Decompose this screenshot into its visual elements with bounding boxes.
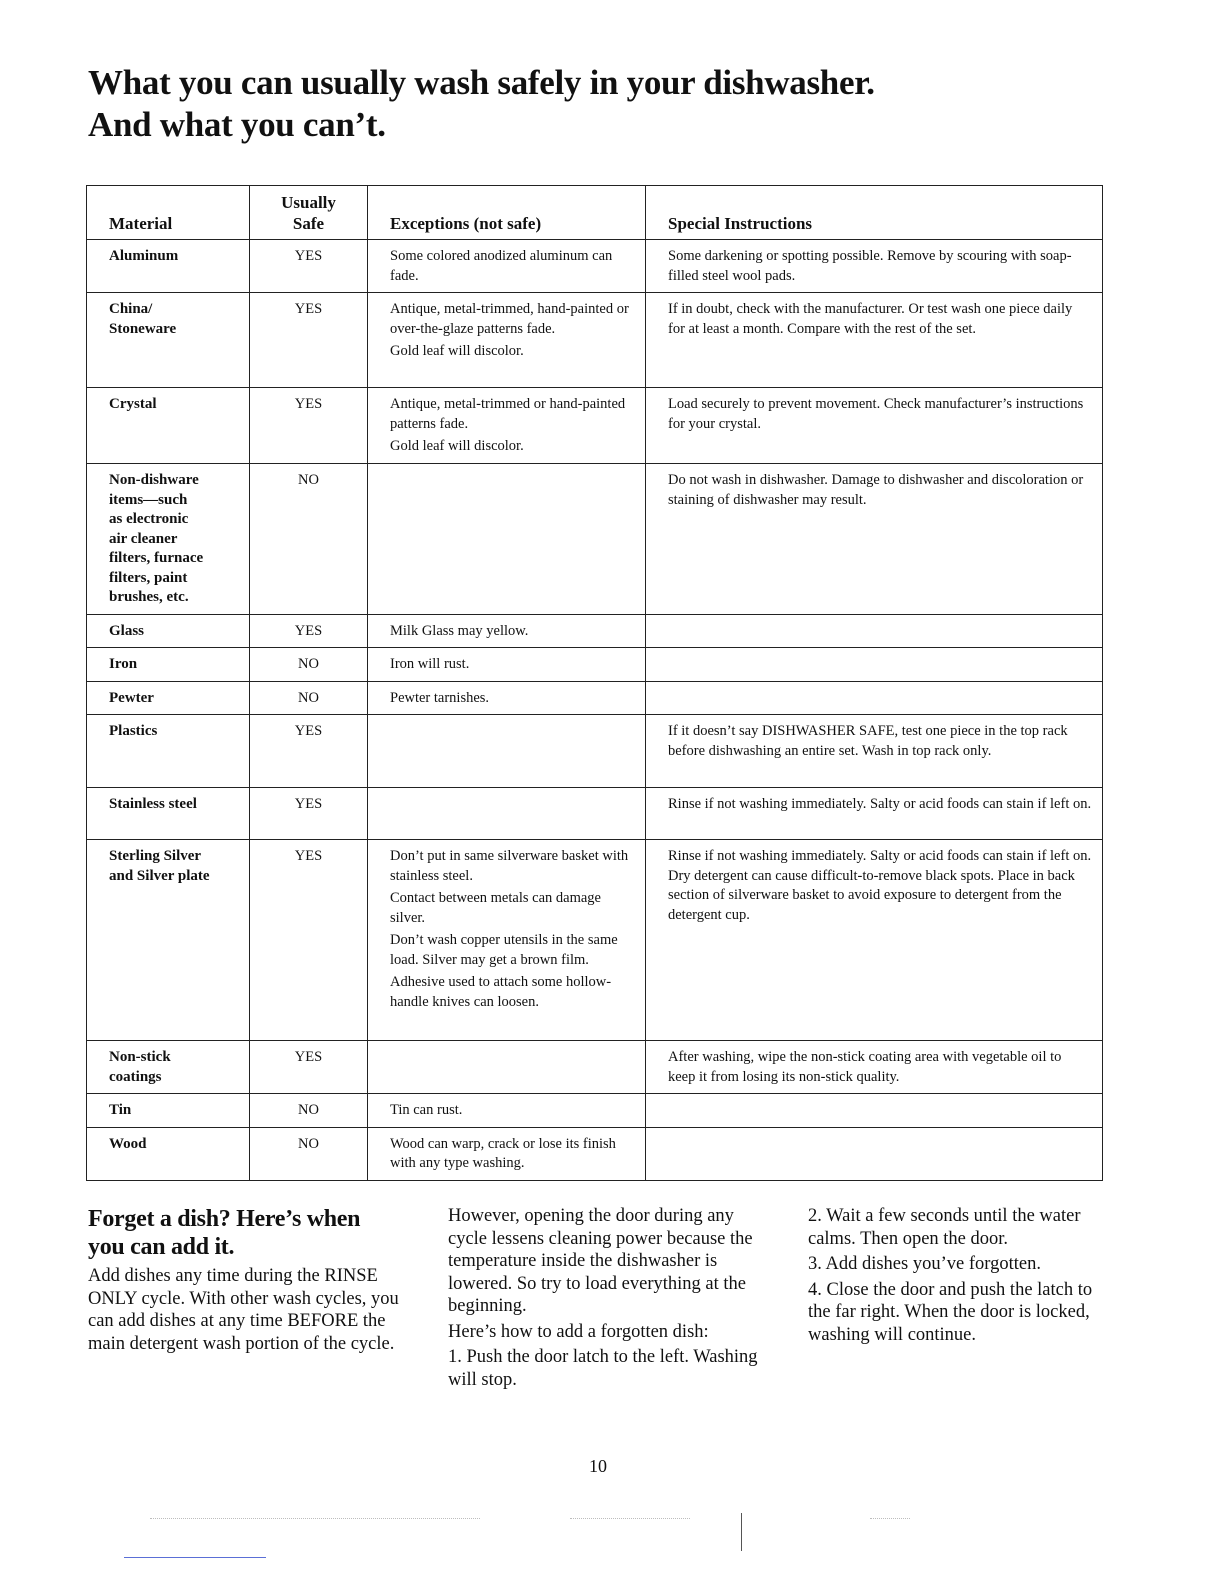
material-name-line: Aluminum xyxy=(109,248,179,264)
exception-text: Pewter tarnishes. xyxy=(390,689,490,706)
material-name-line: coatings xyxy=(109,1068,162,1085)
exception-text: Antique, metal-trimmed or hand-painted patterns fade. xyxy=(390,396,626,432)
header-safe-line-1: Usually xyxy=(281,193,336,212)
special-instructions-cell: Rinse if not washing immediately. Salty or acid foods can stain if left on. Dry detergent can cause difficult-to-remove black spots. Place in back section of silverware basket to avoid exposure to detergent from the detergent cup. xyxy=(646,840,1103,1041)
material-name-line: as electronic xyxy=(109,511,189,527)
exception-text: Antique, metal-trimmed, hand-painted or over-the-glaze patterns fade. xyxy=(390,301,629,337)
exception-text: Some colored anodized aluminum can fade. xyxy=(390,248,613,284)
exception-text: Tin can rust. xyxy=(390,1102,463,1118)
usually-safe-cell: YES xyxy=(250,840,368,1041)
step-3: 3. Add dishes you’ve forgotten. xyxy=(808,1254,1041,1274)
title-line-2: And what you can’t. xyxy=(88,105,386,144)
bottom-rule xyxy=(124,1557,266,1558)
material-cell xyxy=(87,388,250,464)
page-title xyxy=(88,62,1128,146)
usually-safe-cell: YES xyxy=(250,614,368,648)
exceptions-cell xyxy=(368,715,646,788)
table-row xyxy=(87,840,1103,1041)
special-instructions-cell xyxy=(646,614,1103,648)
table-row xyxy=(87,240,1103,293)
exception-text: Wood can warp, crack or lose its finish with any type washing. xyxy=(390,1135,616,1171)
table-row xyxy=(87,1041,1103,1094)
table-row xyxy=(87,648,1103,682)
header-usually-safe xyxy=(250,186,368,240)
material-cell xyxy=(87,614,250,648)
forgot-heading-line-1: Forget a dish? Here’s when xyxy=(88,1206,361,1232)
usually-safe-cell: NO xyxy=(250,1094,368,1128)
usually-safe-cell: NO xyxy=(250,681,368,715)
special-instructions-cell xyxy=(646,648,1103,682)
table-row xyxy=(87,715,1103,788)
usually-safe-cell: YES xyxy=(250,293,368,388)
exception-text: Milk Glass may yellow. xyxy=(390,622,529,639)
material-cell xyxy=(87,681,250,715)
material-cell xyxy=(87,240,250,293)
exception-text: Don’t put in same silverware basket with stainless steel. xyxy=(390,848,629,884)
header-safe-line-2: Safe xyxy=(292,214,325,233)
exception-text: Iron will rust. xyxy=(390,656,470,672)
exceptions-cell xyxy=(368,1094,646,1128)
exception-text: Gold leaf will discolor. xyxy=(390,343,524,359)
scan-mark-line xyxy=(741,1513,742,1551)
material-cell xyxy=(87,788,250,840)
step-4: 4. Close the door and push the latch to the far right. When the door is locked, washing will continue. xyxy=(808,1279,1093,1345)
header-exceptions: Exceptions (not safe) xyxy=(368,186,646,240)
material-name-line: and Silver plate xyxy=(109,867,210,884)
material-cell xyxy=(87,648,250,682)
material-name-line: Sterling Silver xyxy=(109,848,202,864)
table-row xyxy=(87,788,1103,840)
table-header-row xyxy=(87,186,1103,240)
material-cell xyxy=(87,1041,250,1094)
material-name-line: Glass xyxy=(109,622,145,639)
forgot-dish-column-1 xyxy=(88,1205,410,1358)
material-name-line: Stainless steel xyxy=(109,796,197,812)
exception-text: Adhesive used to attach some hollow-handle knives can loosen. xyxy=(390,974,612,1010)
table-row xyxy=(87,464,1103,615)
material-name-line: Plastics xyxy=(109,723,158,739)
usually-safe-cell: YES xyxy=(250,715,368,788)
forgot-dish-column-3 xyxy=(808,1205,1108,1349)
material-name-line: Non-dishware xyxy=(109,472,199,488)
special-instructions-cell: Load securely to prevent movement. Check manufacturer’s instructions for your crystal. xyxy=(646,388,1103,464)
forgot-heading-line-2: you can add it. xyxy=(88,1234,235,1260)
material-name-line: Pewter xyxy=(109,689,154,706)
exceptions-cell xyxy=(368,464,646,615)
usually-safe-cell: YES xyxy=(250,388,368,464)
header-material: Material xyxy=(87,186,250,240)
step-1: 1. Push the door latch to the left. Washing will stop. xyxy=(448,1347,758,1390)
material-cell xyxy=(87,1094,250,1128)
material-name-line: items—such xyxy=(109,491,188,508)
exceptions-cell xyxy=(368,788,646,840)
material-cell xyxy=(87,840,250,1041)
material-name-line: brushes, etc. xyxy=(109,589,189,605)
page-number: 10 xyxy=(589,1456,607,1476)
however-paragraph: However, opening the door during any cycle lessens cleaning power because the temperature inside the dishwasher is lowered. So try to load everything at the beginning. xyxy=(448,1206,753,1316)
material-name-line: Iron xyxy=(109,656,138,672)
table-row xyxy=(87,1094,1103,1128)
special-instructions-cell: Rinse if not washing immediately. Salty or acid foods can stain if left on. xyxy=(646,788,1103,840)
material-name-line: Stoneware xyxy=(109,320,177,337)
forgot-dish-column-2 xyxy=(448,1205,768,1394)
special-instructions-cell: Do not wash in dishwasher. Damage to dishwasher and discoloration or staining of dishwasher may result. xyxy=(646,464,1103,615)
usually-safe-cell: YES xyxy=(250,1041,368,1094)
forgot-intro-paragraph: Add dishes any time during the RINSE ONLY cycle. With other wash cycles, you can add dishes at any time BEFORE the main detergent wash portion of the cycle. xyxy=(88,1266,399,1354)
table-row xyxy=(87,681,1103,715)
material-name-line: air cleaner xyxy=(109,530,178,547)
special-instructions-cell: If it doesn’t say DISHWASHER SAFE, test one piece in the top rack before dishwashing an entire set. Wash in top rack only. xyxy=(646,715,1103,788)
table-row xyxy=(87,1127,1103,1180)
material-cell xyxy=(87,293,250,388)
scan-dots-mid xyxy=(570,1518,690,1519)
scan-dots-left xyxy=(150,1518,480,1519)
material-cell xyxy=(87,715,250,788)
exceptions-cell xyxy=(368,240,646,293)
special-instructions-cell: After washing, wipe the non-stick coating area with vegetable oil to keep it from losing its non-stick quality. xyxy=(646,1041,1103,1094)
header-special-instructions: Special Instructions xyxy=(646,186,1103,240)
usually-safe-cell: YES xyxy=(250,240,368,293)
exceptions-cell xyxy=(368,840,646,1041)
material-name-line: Crystal xyxy=(109,396,157,412)
material-name-line: filters, paint xyxy=(109,569,188,586)
exceptions-cell xyxy=(368,614,646,648)
table-row xyxy=(87,293,1103,388)
special-instructions-cell xyxy=(646,1094,1103,1128)
scan-dots-right xyxy=(870,1518,910,1519)
material-name-line: China/ xyxy=(109,301,153,317)
material-name-line: Non-stick xyxy=(109,1049,171,1065)
exceptions-cell xyxy=(368,1127,646,1180)
exception-text: Don’t wash copper utensils in the same load. Silver may get a brown film. xyxy=(390,932,618,968)
forgot-dish-heading xyxy=(88,1205,410,1261)
usually-safe-cell: YES xyxy=(250,788,368,840)
exceptions-cell xyxy=(368,293,646,388)
usually-safe-cell: NO xyxy=(250,464,368,615)
step-2: 2. Wait a few seconds until the water calms. Then open the door. xyxy=(808,1206,1081,1249)
exception-text: Contact between metals can damage silver. xyxy=(390,890,601,926)
special-instructions-cell: If in doubt, check with the manufacturer. Or test wash one piece daily for at least a month. Compare with the rest of the set. xyxy=(646,293,1103,388)
exceptions-cell xyxy=(368,681,646,715)
exceptions-cell xyxy=(368,648,646,682)
special-instructions-cell xyxy=(646,1127,1103,1180)
material-name-line: Wood xyxy=(109,1135,147,1152)
exceptions-cell xyxy=(368,388,646,464)
exception-text: Gold leaf will discolor. xyxy=(390,438,524,454)
table-row xyxy=(87,388,1103,464)
material-name-line: filters, furnace xyxy=(109,550,204,566)
table-body xyxy=(87,240,1103,1181)
material-cell xyxy=(87,1127,250,1180)
material-cell xyxy=(87,464,250,615)
special-instructions-cell xyxy=(646,681,1103,715)
table-row xyxy=(87,614,1103,648)
material-name-line: Tin xyxy=(109,1102,132,1118)
title-line-1: What you can usually wash safely in your dishwasher. xyxy=(88,63,875,102)
exceptions-cell xyxy=(368,1041,646,1094)
dishwasher-safety-table xyxy=(86,185,1103,1181)
usually-safe-cell: NO xyxy=(250,648,368,682)
special-instructions-cell: Some darkening or spotting possible. Remove by scouring with soap-filled steel wool pads. xyxy=(646,240,1103,293)
how-to-paragraph: Here’s how to add a forgotten dish: xyxy=(448,1321,709,1342)
usually-safe-cell: NO xyxy=(250,1127,368,1180)
